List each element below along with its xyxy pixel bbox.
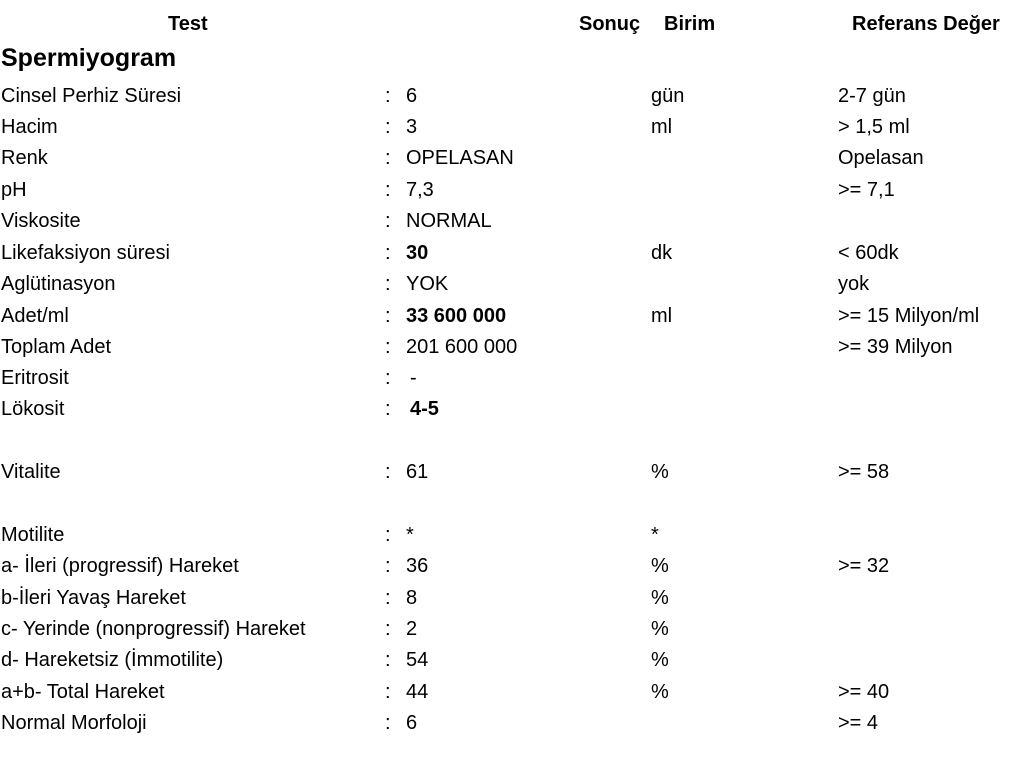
- reference-value: >= 32: [838, 555, 890, 577]
- test-name: Lökosit: [1, 398, 65, 420]
- test-name: Likefaksiyon süresi: [1, 242, 170, 264]
- reference-value: >= 39 Milyon: [838, 336, 953, 358]
- unit: %: [651, 555, 669, 577]
- separator-colon: :: [385, 681, 391, 703]
- separator-colon: :: [385, 649, 391, 671]
- table-row: [0, 708, 1024, 738]
- result-value: 4-5: [410, 398, 439, 420]
- test-name: Aglütinasyon: [1, 273, 116, 295]
- table-row: [0, 206, 1024, 236]
- reference-value: >= 40: [838, 681, 890, 703]
- result-value: NORMAL: [406, 210, 492, 232]
- separator-colon: :: [385, 618, 391, 640]
- test-name: Adet/ml: [1, 305, 69, 327]
- test-name: Toplam Adet: [1, 336, 112, 358]
- table-row: [0, 81, 1024, 111]
- result-value: -: [410, 367, 417, 389]
- result-value: OPELASAN: [406, 147, 514, 169]
- test-name: pH: [1, 179, 27, 201]
- table-row: [0, 457, 1024, 487]
- table-row: [0, 394, 1024, 424]
- unit: %: [651, 587, 669, 609]
- reference-value: > 1,5 ml: [838, 116, 910, 138]
- table-row: [0, 301, 1024, 331]
- table-row: [0, 269, 1024, 299]
- result-value: 30: [406, 242, 429, 264]
- section-title: Spermiyogram: [1, 44, 177, 72]
- table-row: [0, 645, 1024, 675]
- separator-colon: :: [385, 587, 391, 609]
- test-name: Viskosite: [1, 210, 81, 232]
- test-name: b-İleri Yavaş Hareket: [1, 587, 186, 609]
- test-name: Normal Morfoloji: [1, 712, 147, 734]
- table-row: [0, 551, 1024, 581]
- separator-colon: :: [385, 179, 391, 201]
- separator-colon: :: [385, 555, 391, 577]
- unit: gün: [651, 85, 685, 107]
- test-name: Motilite: [1, 524, 65, 546]
- table-row: [0, 363, 1024, 393]
- result-value: 201 600 000: [406, 336, 518, 358]
- separator-colon: :: [385, 147, 391, 169]
- table-row: [0, 332, 1024, 362]
- reference-value: < 60dk: [838, 242, 899, 264]
- separator-colon: :: [385, 210, 391, 232]
- unit: %: [651, 681, 669, 703]
- separator-colon: :: [385, 461, 391, 483]
- result-value: YOK: [406, 273, 449, 295]
- test-name: a+b- Total Hareket: [1, 681, 165, 703]
- table-row: [0, 520, 1024, 550]
- header-birim: Birim: [664, 13, 716, 35]
- test-name: Cinsel Perhiz Süresi: [1, 85, 182, 107]
- test-name: d- Hareketsiz (İmmotilite): [1, 649, 224, 671]
- result-value: 3: [406, 116, 418, 138]
- test-name: c- Yerinde (nonprogressif) Hareket: [1, 618, 306, 640]
- header-referans: Referans Değer: [852, 13, 1000, 35]
- result-value: 7,3: [406, 179, 434, 201]
- separator-colon: :: [385, 367, 391, 389]
- test-name: Eritrosit: [1, 367, 69, 389]
- unit: %: [651, 461, 669, 483]
- test-name: Renk: [1, 147, 48, 169]
- separator-colon: :: [385, 85, 391, 107]
- separator-colon: :: [385, 524, 391, 546]
- result-value: 6: [406, 85, 418, 107]
- result-value: 2: [406, 618, 418, 640]
- reference-value: >= 7,1: [838, 179, 895, 201]
- reference-value: >= 58: [838, 461, 890, 483]
- table-row: [0, 143, 1024, 173]
- reference-value: 2-7 gün: [838, 85, 906, 107]
- result-value: 33 600 000: [406, 305, 507, 327]
- result-value: 61: [406, 461, 429, 483]
- unit: ml: [651, 305, 673, 327]
- separator-colon: :: [385, 305, 391, 327]
- table-row: [0, 677, 1024, 707]
- unit: dk: [651, 242, 673, 264]
- result-value: 8: [406, 587, 418, 609]
- table-row: [0, 175, 1024, 205]
- reference-value: >= 15 Milyon/ml: [838, 305, 980, 327]
- reference-value: yok: [838, 273, 870, 295]
- unit: %: [651, 649, 669, 671]
- separator-colon: :: [385, 242, 391, 264]
- table-row: [0, 583, 1024, 613]
- table-row: [0, 238, 1024, 268]
- result-value: 44: [406, 681, 429, 703]
- result-value: *: [406, 524, 414, 546]
- test-name: Vitalite: [1, 461, 61, 483]
- separator-colon: :: [385, 273, 391, 295]
- test-name: Hacim: [1, 116, 58, 138]
- test-name: a- İleri (progressif) Hareket: [1, 555, 239, 577]
- separator-colon: :: [385, 336, 391, 358]
- unit: *: [651, 524, 659, 546]
- table-row: [0, 614, 1024, 644]
- header-test: Test: [168, 13, 208, 35]
- separator-colon: :: [385, 712, 391, 734]
- separator-colon: :: [385, 398, 391, 420]
- unit: ml: [651, 116, 673, 138]
- separator-colon: :: [385, 116, 391, 138]
- reference-value: Opelasan: [838, 147, 924, 169]
- result-value: 54: [406, 649, 429, 671]
- unit: %: [651, 618, 669, 640]
- result-value: 36: [406, 555, 429, 577]
- reference-value: >= 4: [838, 712, 879, 734]
- table-row: [0, 112, 1024, 142]
- result-value: 6: [406, 712, 418, 734]
- header-sonuc: Sonuç: [579, 13, 641, 35]
